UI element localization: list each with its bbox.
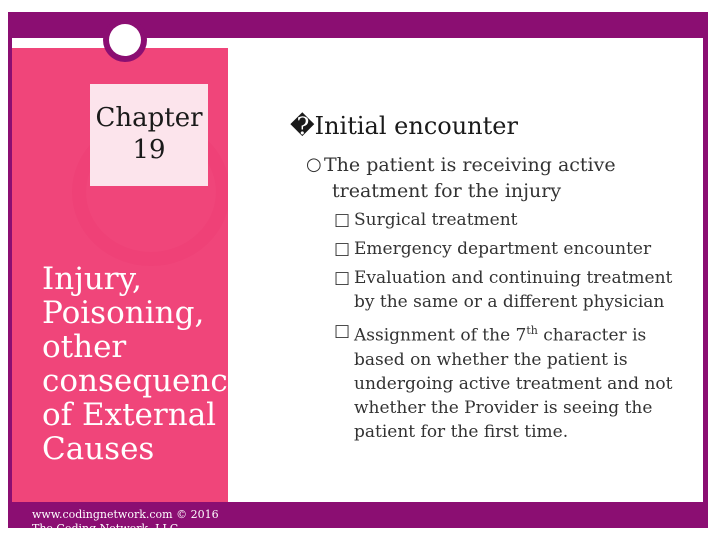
item4-post: character is based on whether the patient is undergoing active treatment and not whether the Provider is seeing the patient for the first time. bbox=[354, 325, 673, 442]
list-item bbox=[334, 237, 694, 261]
list-item bbox=[334, 208, 694, 232]
checkbox-bullet-icon: □ bbox=[334, 321, 351, 341]
footer-line-2: The Coding Network, LLC bbox=[32, 522, 179, 535]
checkbox-bullet-icon: □ bbox=[334, 268, 351, 288]
list-item-text bbox=[334, 319, 694, 444]
list-item-text: Emergency department encounter bbox=[354, 239, 652, 259]
chapter-number: 19 bbox=[132, 135, 166, 165]
list-item-text: Surgical treatment bbox=[354, 210, 518, 230]
level1-bullet-icon: � bbox=[290, 112, 315, 140]
level1-bullet-item bbox=[290, 112, 518, 140]
footer-line-1: www.codingnetwork.com © 2016 bbox=[32, 508, 219, 521]
level1-text: Initial encounter bbox=[314, 112, 518, 140]
list-item bbox=[334, 319, 694, 444]
list-item-text: Evaluation and continuing treatment by the same or a different physician bbox=[354, 268, 673, 312]
item4-superscript: th bbox=[526, 324, 538, 337]
level2-bullet-item bbox=[306, 152, 682, 204]
item4-pre: Assignment of the 7 bbox=[354, 325, 527, 346]
checkbox-bullet-icon: □ bbox=[334, 210, 351, 230]
section-title: Injury, Poisoning, other consequences of External Causes bbox=[42, 261, 262, 467]
list-item bbox=[334, 266, 694, 314]
level2-text: The patient is receiving active treatment for the injury bbox=[324, 154, 616, 202]
checkbox-bullet-icon: □ bbox=[334, 239, 351, 259]
level2-bullet-icon: ○ bbox=[306, 154, 322, 175]
chapter-label: Chapter bbox=[95, 103, 203, 133]
